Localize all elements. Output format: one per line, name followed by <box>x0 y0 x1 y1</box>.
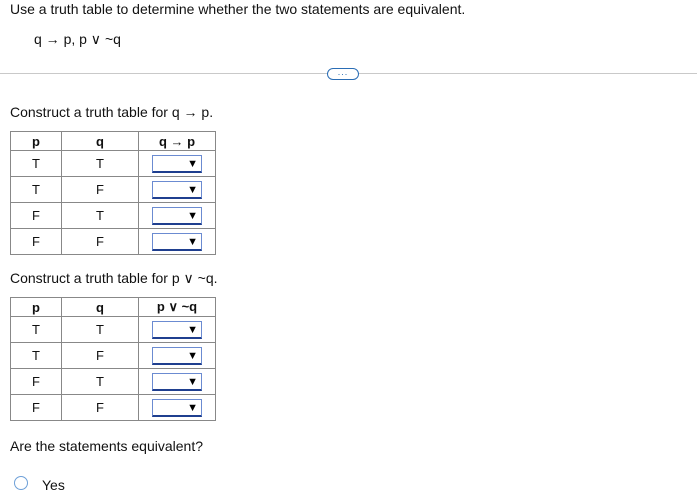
table-row <box>11 343 216 369</box>
table-row <box>11 177 216 203</box>
ellipsis-icon: ... <box>337 67 349 77</box>
header-q: q <box>62 132 139 151</box>
dropdown-arrow-icon: ▼ <box>187 209 198 222</box>
cell-q: T <box>62 203 139 229</box>
dropdown-arrow-icon: ▼ <box>187 375 198 388</box>
equivalence-question: Are the statements equivalent? <box>10 438 204 454</box>
answer-dropdown[interactable] <box>152 155 202 173</box>
table2-label: Construct a truth table for p ∨ ~q. <box>10 270 218 286</box>
cell-p: T <box>11 151 62 177</box>
statements-text: q → p, p ∨ ~q <box>34 31 121 47</box>
cell-p: F <box>11 229 62 255</box>
answer-dropdown[interactable] <box>152 347 202 365</box>
table-row <box>11 229 216 255</box>
answer-dropdown[interactable] <box>152 373 202 391</box>
more-options-button[interactable] <box>327 68 359 80</box>
table-row <box>11 203 216 229</box>
answer-dropdown[interactable] <box>152 181 202 199</box>
dropdown-arrow-icon: ▼ <box>187 183 198 196</box>
header-p: p <box>11 298 62 317</box>
table-row <box>11 395 216 421</box>
cell-p: F <box>11 395 62 421</box>
dropdown-arrow-icon: ▼ <box>187 235 198 248</box>
cell-q: F <box>62 177 139 203</box>
dropdown-arrow-icon: ▼ <box>187 323 198 336</box>
answer-dropdown[interactable] <box>152 207 202 225</box>
dropdown-arrow-icon: ▼ <box>187 157 198 170</box>
answer-dropdown[interactable] <box>152 321 202 339</box>
cell-q: F <box>62 229 139 255</box>
truth-table-2 <box>10 297 216 421</box>
cell-q: F <box>62 395 139 421</box>
dropdown-arrow-icon: ▼ <box>187 401 198 414</box>
table-row <box>11 151 216 177</box>
option-label: Yes <box>42 477 65 493</box>
instruction-text: Use a truth table to determine whether the two statements are equivalent. <box>10 1 466 17</box>
header-p-or-not-q: p ∨ ~q <box>139 298 216 317</box>
truth-table-1 <box>10 131 216 255</box>
table-row <box>11 369 216 395</box>
cell-q: T <box>62 151 139 177</box>
cell-q: T <box>62 317 139 343</box>
table1-label: Construct a truth table for q → p. <box>10 104 214 120</box>
cell-p: T <box>11 343 62 369</box>
table-row <box>11 317 216 343</box>
cell-q: T <box>62 369 139 395</box>
header-q-implies-p: q → p <box>139 132 216 151</box>
dropdown-arrow-icon: ▼ <box>187 349 198 362</box>
header-p: p <box>11 132 62 151</box>
cell-p: T <box>11 177 62 203</box>
header-q: q <box>62 298 139 317</box>
cell-p: F <box>11 369 62 395</box>
cell-p: T <box>11 317 62 343</box>
radio-button[interactable] <box>14 476 28 490</box>
answer-dropdown[interactable] <box>152 399 202 417</box>
answer-dropdown[interactable] <box>152 233 202 251</box>
cell-q: F <box>62 343 139 369</box>
cell-p: F <box>11 203 62 229</box>
